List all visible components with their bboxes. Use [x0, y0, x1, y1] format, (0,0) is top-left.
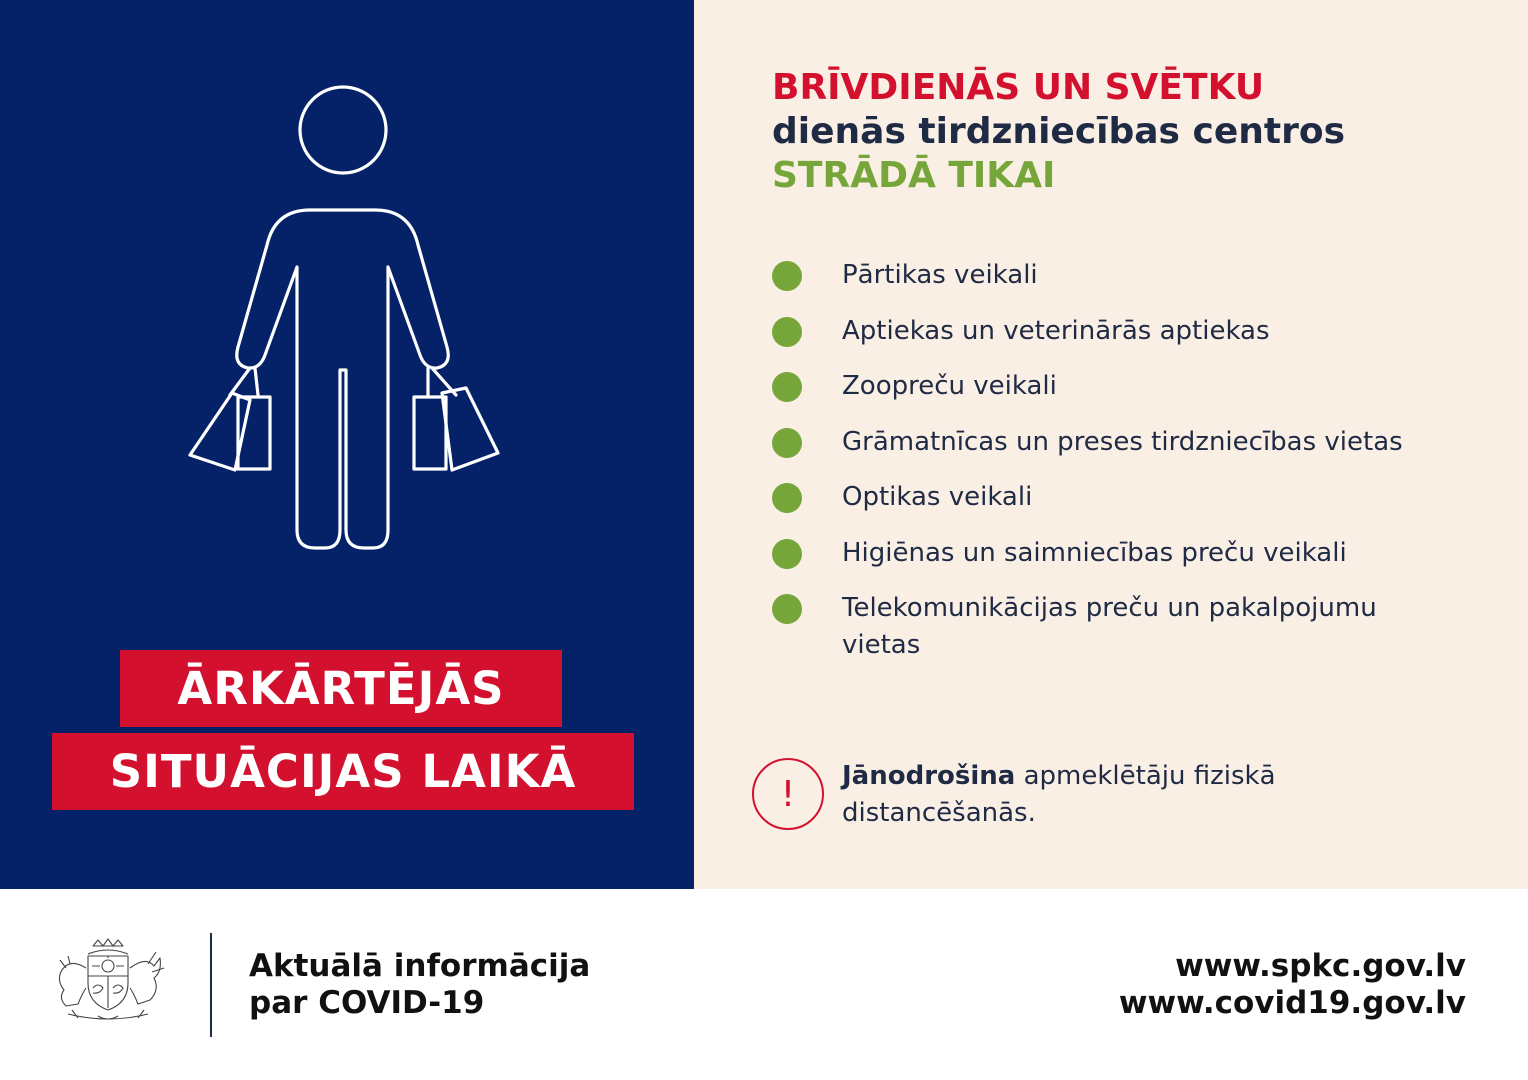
spkc-link[interactable]: www.spkc.gov.lv [1175, 948, 1466, 984]
footer-info-line1: Aktuālā informācija [249, 948, 591, 984]
list-item [772, 479, 1492, 535]
headline-red: BRĪVDIENĀS UN SVĒTKU [772, 67, 1265, 108]
list-item [772, 535, 1492, 591]
footer-info [249, 948, 590, 1022]
headline-green: STRĀDĀ TIKAI [772, 155, 1056, 196]
green-bullet-icon [772, 594, 802, 624]
shopper-with-bags-icon [180, 85, 510, 555]
exclamation-circle-icon: ! [752, 758, 824, 830]
list-item [772, 590, 1492, 664]
emergency-label-line2: SITUĀCIJAS LAIKĀ [52, 733, 634, 810]
emergency-label-line1: ĀRKĀRTĒJĀS [120, 650, 562, 727]
list-item [772, 368, 1492, 424]
green-bullet-icon [772, 372, 802, 402]
footer-links [1119, 948, 1466, 1022]
footer-divider [210, 933, 212, 1037]
store-label: Grāmatnīcas un preses tirdzniecības vietas [842, 426, 1403, 457]
green-bullet-icon [772, 428, 802, 458]
headline [772, 66, 1345, 198]
headline-navy: dienās tirdzniecības centros [772, 111, 1346, 152]
green-bullet-icon [772, 261, 802, 291]
list-item [772, 313, 1492, 369]
green-bullet-icon [772, 317, 802, 347]
store-label: Pārtikas veikali [842, 260, 1038, 290]
green-bullet-icon [772, 483, 802, 513]
green-bullet-icon [772, 539, 802, 569]
left-panel [0, 0, 694, 889]
store-list [772, 257, 1492, 664]
latvia-coat-of-arms-icon [48, 938, 168, 1026]
store-label: Optikas veikali [842, 482, 1033, 512]
store-label: Higiēnas un saimniecības preču veikali [842, 537, 1347, 568]
list-item [772, 424, 1492, 480]
store-label: Zoopreču veikali [842, 371, 1057, 401]
notice-rest: apmeklētāju fiziskā distancēšanās. [842, 761, 1276, 828]
store-label: Telekomunikācijas preču un pakalpojumu vietas [842, 593, 1377, 660]
notice-bold: Jānodrošina [842, 761, 1016, 791]
covid19-link[interactable]: www.covid19.gov.lv [1118, 985, 1466, 1021]
notice-text [842, 758, 1362, 832]
store-label: Aptiekas un veterinārās aptiekas [842, 315, 1270, 346]
footer-info-line2: par COVID-19 [249, 985, 485, 1021]
distancing-notice [752, 758, 1362, 832]
list-item [772, 257, 1492, 313]
